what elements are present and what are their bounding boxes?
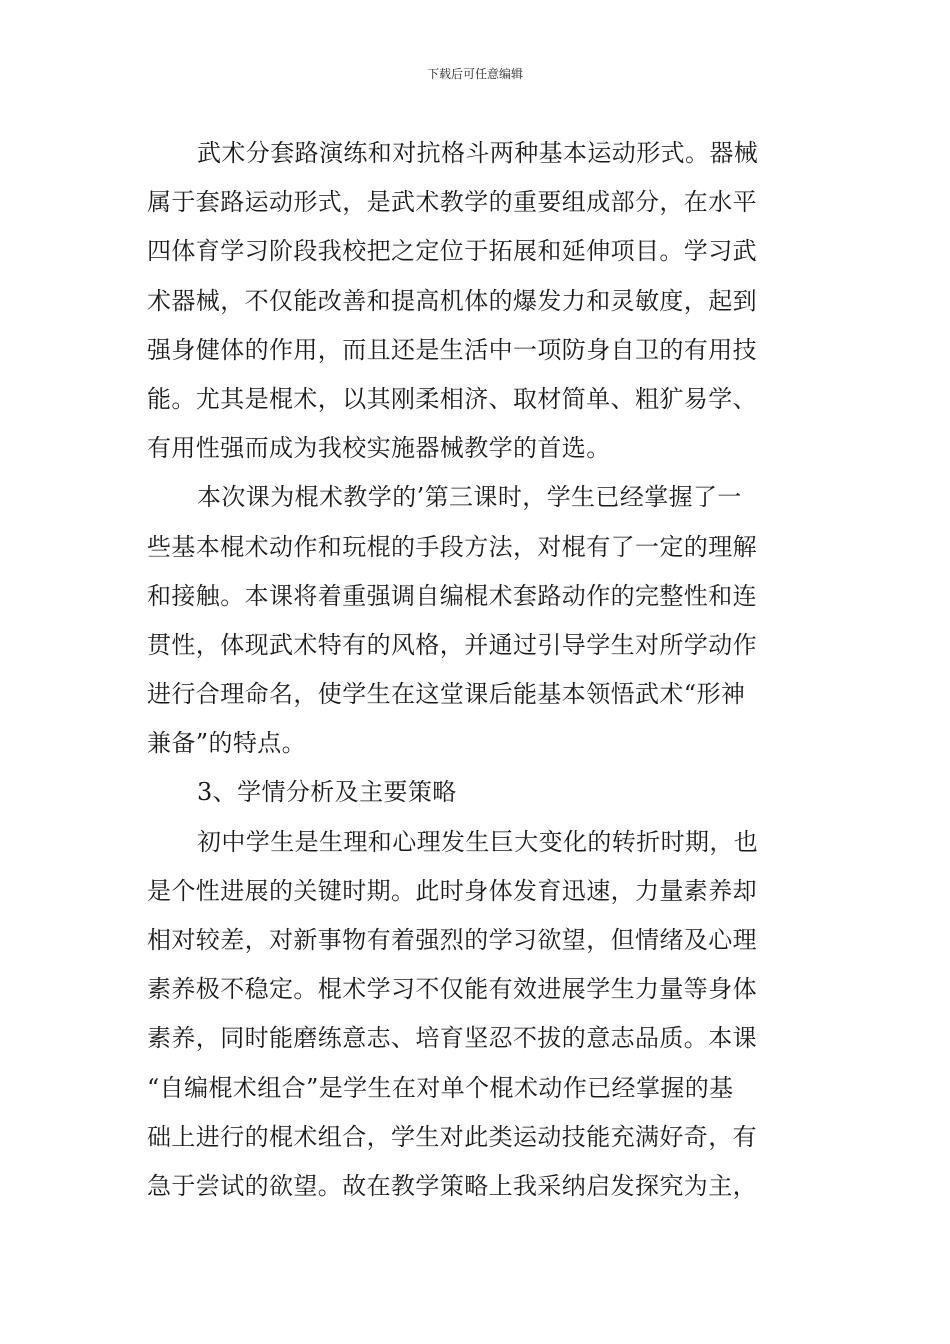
text-line: 术器械，不仅能改善和提高机体的爆发力和灵敏度，起到 — [147, 286, 757, 315]
text-line: 初中学生是生理和心理发生巨大变化的转折时期，也 — [197, 827, 759, 856]
text-line: 础上进行的棍术组合，学生对此类运动技能充满好奇，有 — [147, 1122, 757, 1151]
text-line: 武术分套路演练和对抗格斗两种基本运动形式。器械 — [197, 139, 759, 167]
text-line: 属于套路运动形式，是武术教学的重要组成部分，在水平 — [147, 188, 757, 217]
text-line: 有用性强而成为我校实施器械教学的首选。 — [147, 434, 611, 463]
text-line: 素养极不稳定。棍术学习不仅能有效进展学生力量等身体 — [147, 975, 757, 1004]
text-line: 急于尝试的欲望。故在教学策略上我采纳启发探究为主， — [147, 1171, 757, 1200]
text-line: 贯性，体现武术特有的风格，并通过引导学生对所学动作 — [147, 630, 757, 659]
text-line: “自编棍术组合”是学生在对单个棍术动作已经掌握的基 — [147, 1073, 734, 1102]
page-header: 下载后可任意编辑 — [426, 67, 523, 81]
text-line: 相对较差，对新事物有着强烈的学习欲望，但情绪及心理 — [147, 926, 757, 954]
text-line: 素养，同时能磨练意志、培育坚忍不拔的意志品质。本课 — [147, 1024, 757, 1053]
text-line: 四体育学习阶段我校把之定位于拓展和延伸项目。学习武 — [147, 237, 757, 266]
text-line: 能。尤其是棍术，以其刚柔相济、取材简单、粗犷易学、 — [147, 384, 757, 413]
text-line: 进行合理命名，使学生在这堂课后能基本领悟武术“形神 — [147, 680, 746, 709]
text-line: 是个性进展的关键时期。此时身体发育迅速，力量素养却 — [147, 876, 757, 905]
body-text — [147, 129, 807, 1211]
text-line: 强身健体的作用，而且还是生活中一项防身自卫的有用技 — [147, 335, 757, 364]
text-line: 3、学情分析及主要策略 — [197, 778, 457, 807]
text-line: 和接触。本课将着重强调自编棍术套路动作的完整性和连 — [147, 581, 757, 610]
text-line: 些基本棍术动作和玩棍的手段方法，对棍有了一定的理解 — [147, 532, 757, 561]
text-line: 本次课为棍术教学的’第三课时，学生已经掌握了一 — [197, 483, 742, 512]
text-line: 兼备”的特点。 — [147, 729, 307, 758]
